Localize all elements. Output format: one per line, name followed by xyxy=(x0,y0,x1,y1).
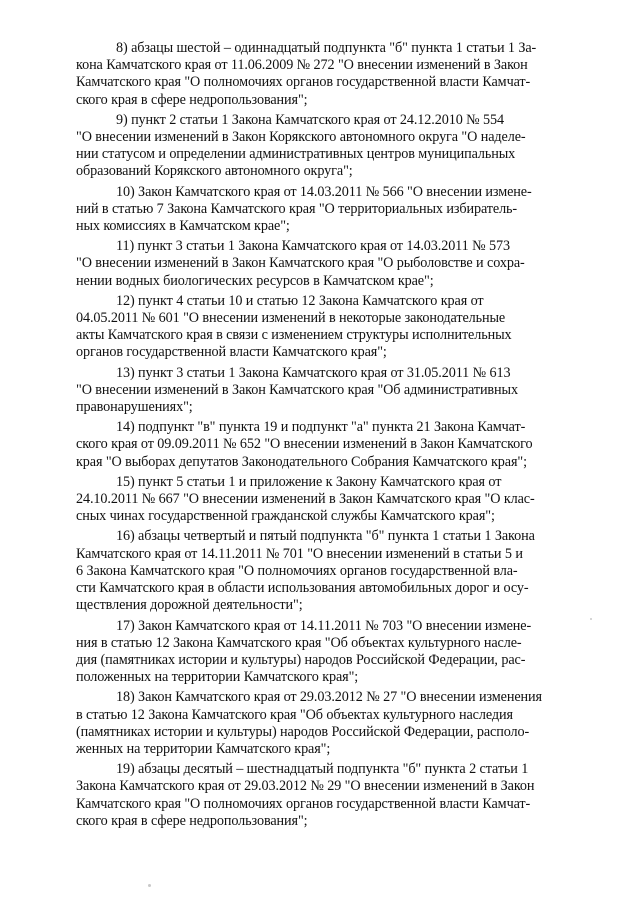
list-item-10 xyxy=(76,184,581,236)
list-item-17 xyxy=(76,618,581,687)
text-line: кона Камчатского края от 11.06.2009 № 272 "О внесении изменений в Закон xyxy=(76,57,528,74)
document-body xyxy=(76,40,581,833)
text-line: "О внесении изменений в Закон Корякского автономного округа "О наделе- xyxy=(76,129,526,146)
text-line: сти Камчатского края в области использования автомобильных дорог и осу- xyxy=(76,580,529,597)
text-line: (памятниках истории и культуры) народов Российской Федерации, располо- xyxy=(76,723,530,740)
text-line: положенных на территории Камчатского края"; xyxy=(76,669,359,686)
text-line: ных комиссиях в Камчатском крае"; xyxy=(76,218,290,235)
text-line: ний в статью 7 Закона Камчатского края "О территориальных избиратель- xyxy=(76,200,518,217)
text-line: края "О выборах депутатов Законодательного Собрания Камчатского края"; xyxy=(76,453,527,470)
list-item-8 xyxy=(76,40,581,109)
text-line: ния в статью 12 Закона Камчатского края "Об объектах культурного насле- xyxy=(76,634,522,651)
list-item-13 xyxy=(76,365,581,417)
list-item-16 xyxy=(76,528,581,614)
text-line: 9) пункт 2 статьи 1 Закона Камчатского края от 24.12.2010 № 554 xyxy=(116,111,505,128)
text-line: нии статусом и определении административных центров муниципальных xyxy=(76,146,516,163)
text-line: ского края в сфере недропользования"; xyxy=(76,91,308,108)
text-line: органов государственной власти Камчатского края"; xyxy=(76,344,387,361)
text-line: в статью 12 Закона Камчатского края "Об объектах культурного наследия xyxy=(76,706,513,723)
text-line: 24.10.2011 № 667 "О внесении изменений в Закон Камчатского края "О клас- xyxy=(76,491,535,508)
text-line: нении водных биологических ресурсов в Камчатском крае"; xyxy=(76,272,434,289)
text-line: 15) пункт 5 статьи 1 и приложение к Закону Камчатского края от xyxy=(116,473,502,490)
text-line: дия (памятниках истории и культуры) народов Российской Федерации, рас- xyxy=(76,651,526,668)
text-line: 04.05.2011 № 601 "О внесении изменений в некоторые законодательные xyxy=(76,310,506,327)
text-line: 10) Закон Камчатского края от 14.03.2011 № 566 "О внесении измене- xyxy=(116,183,532,200)
text-line: Камчатского края от 14.11.2011 № 701 "О внесении изменений в статьи 5 и xyxy=(76,545,523,562)
list-item-19 xyxy=(76,761,581,830)
text-line: "О внесении изменений в Закон Камчатского края "О рыболовстве и сохра- xyxy=(76,255,525,272)
text-line: 12) пункт 4 статьи 10 и статью 12 Закона Камчатского края от xyxy=(116,292,484,309)
text-line: 13) пункт 3 статьи 1 Закона Камчатского края от 31.05.2011 № 613 xyxy=(116,364,511,381)
list-item-14 xyxy=(76,419,581,471)
text-line: "О внесении изменений в Закон Камчатского края "Об административных xyxy=(76,381,518,398)
scan-speck xyxy=(148,884,151,887)
text-line: 11) пункт 3 статьи 1 Закона Камчатского края от 14.03.2011 № 573 xyxy=(116,238,510,255)
text-line: ского края в сфере недропользования"; xyxy=(76,812,308,829)
text-line: сных чинах государственной гражданской службы Камчатского края"; xyxy=(76,508,495,525)
text-line: Камчатского края "О полномочиях органов государственной власти Камчат- xyxy=(76,74,531,91)
text-line: 14) подпункт "в" пункта 19 и подпункт "а" пункта 21 Закона Камчат- xyxy=(116,419,526,436)
text-line: Закона Камчатского края от 29.03.2012 № 29 "О внесении изменений в Закон xyxy=(76,778,535,795)
text-line: 17) Закон Камчатского края от 14.11.2011 № 703 "О внесении измене- xyxy=(116,617,532,634)
list-item-9 xyxy=(76,112,581,181)
text-line: ществления дорожной деятельности"; xyxy=(76,597,303,614)
text-line: 16) абзацы четвертый и пятый подпункта "б" пункта 1 статьи 1 Закона xyxy=(116,528,535,545)
list-item-15 xyxy=(76,474,581,526)
text-line: женных на территории Камчатского края"; xyxy=(76,740,331,757)
scan-speck xyxy=(590,618,592,620)
list-item-11 xyxy=(76,238,581,290)
list-item-12 xyxy=(76,293,581,362)
text-line: 6 Закона Камчатского края "О полномочиях органов государственной вла- xyxy=(76,562,518,579)
text-line: акты Камчатского края в связи с изменением структуры исполнительных xyxy=(76,327,512,344)
text-line: правонарушениях"; xyxy=(76,399,193,416)
text-line: 18) Закон Камчатского края от 29.03.2012 № 27 "О внесении изменения xyxy=(116,689,542,706)
text-line: ского края от 09.09.2011 № 652 "О внесении изменений в Закон Камчатского xyxy=(76,436,533,453)
text-line: 8) абзацы шестой – одиннадцатый подпункта "б" пункта 1 статьи 1 За- xyxy=(116,40,537,56)
list-item-18 xyxy=(76,689,581,758)
text-line: 19) абзацы десятый – шестнадцатый подпункта "б" пункта 2 статьи 1 xyxy=(116,761,529,778)
text-line: Камчатского края "О полномочиях органов государственной власти Камчат- xyxy=(76,795,531,812)
text-line: образований Корякского автономного округа"; xyxy=(76,163,353,180)
